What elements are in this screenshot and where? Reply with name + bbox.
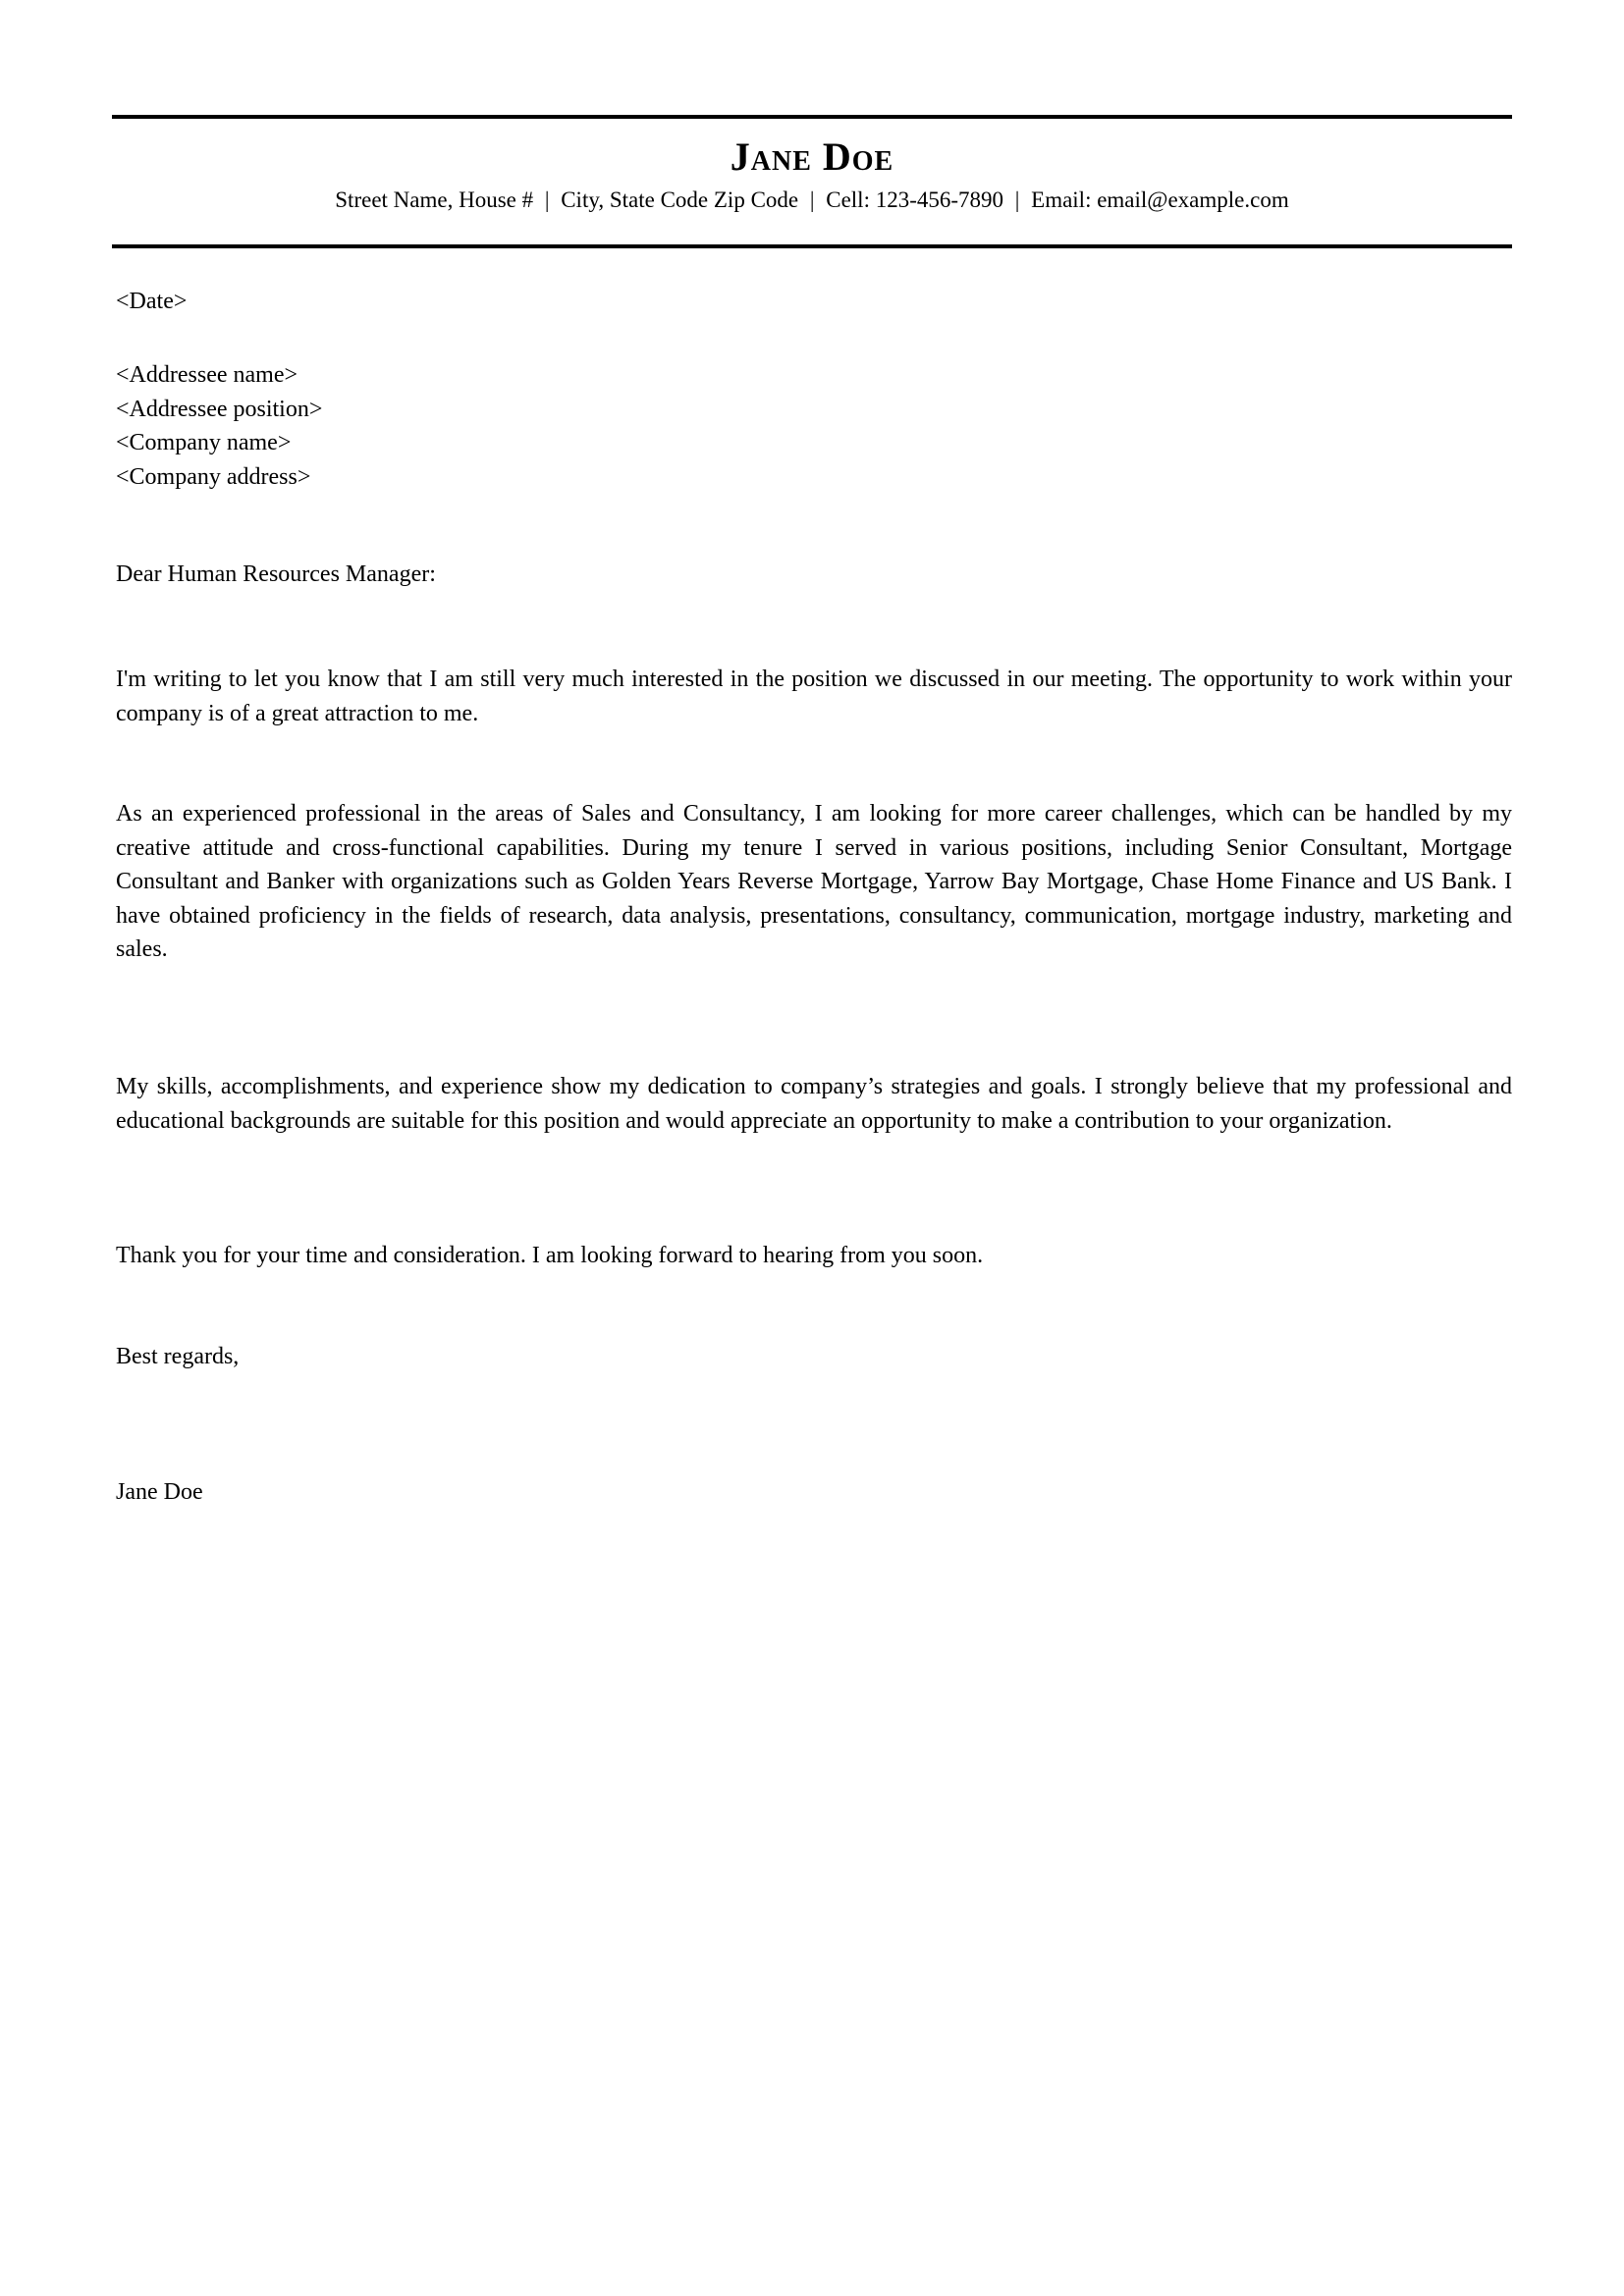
thank-you-line: Thank you for your time and consideration. I am looking forward to hearing from you soon. [116,1243,984,1268]
contact-cell: Cell: 123-456-7890 [826,187,1004,212]
contact-separator: | [544,187,550,212]
letter-date: <Date> [116,289,188,314]
contact-street: Street Name, House # [335,187,534,212]
salutation: Dear Human Resources Manager: [116,561,436,587]
signature-name: Jane Doe [116,1479,203,1505]
contact-city: City, State Code Zip Code [561,187,799,212]
body-paragraph: My skills, accomplishments, and experience show my dedication to company’s strategies and goals. I strongly believe that my professional and educational backgrounds are suitable for this position and would appreciate an opportunity to make a contribution to your organization. [116,1074,1512,1134]
sender-name: Jane Doe [730,134,894,179]
contact-line [112,186,1512,215]
header-bottom-rule [112,244,1512,248]
closing: Best regards, [116,1344,240,1369]
addressee-block [116,358,1512,494]
addressee-name: <Addressee name> [116,362,298,388]
addressee-position: <Addressee position> [116,396,323,422]
contact-separator: | [809,187,815,212]
company-name: <Company name> [116,430,292,455]
contact-separator: | [1014,187,1020,212]
header-top-rule [112,115,1512,119]
body-paragraph: As an experienced professional in the areas of Sales and Consultancy, I am looking for more career challenges, which can be handled by my creative attitude and cross-functional capabilities. During my tenure I served in various positions, including Senior Consultant, Mortgage Consultant and Banker with organizations such as Golden Years Reverse Mortgage, Yarrow Bay Mortgage, Chase Home Finance and US Bank. I have obtained proficiency in the fields of research, data analysis, presentations, consultancy, communication, mortgage industry, marketing and sales. [116,801,1512,962]
contact-email: Email: email@example.com [1031,187,1289,212]
body-paragraph: I'm writing to let you know that I am still very much interested in the position we discussed in our meeting. The opportunity to work within your company is of a great attraction to me. [116,667,1512,726]
company-address: <Company address> [116,463,311,490]
